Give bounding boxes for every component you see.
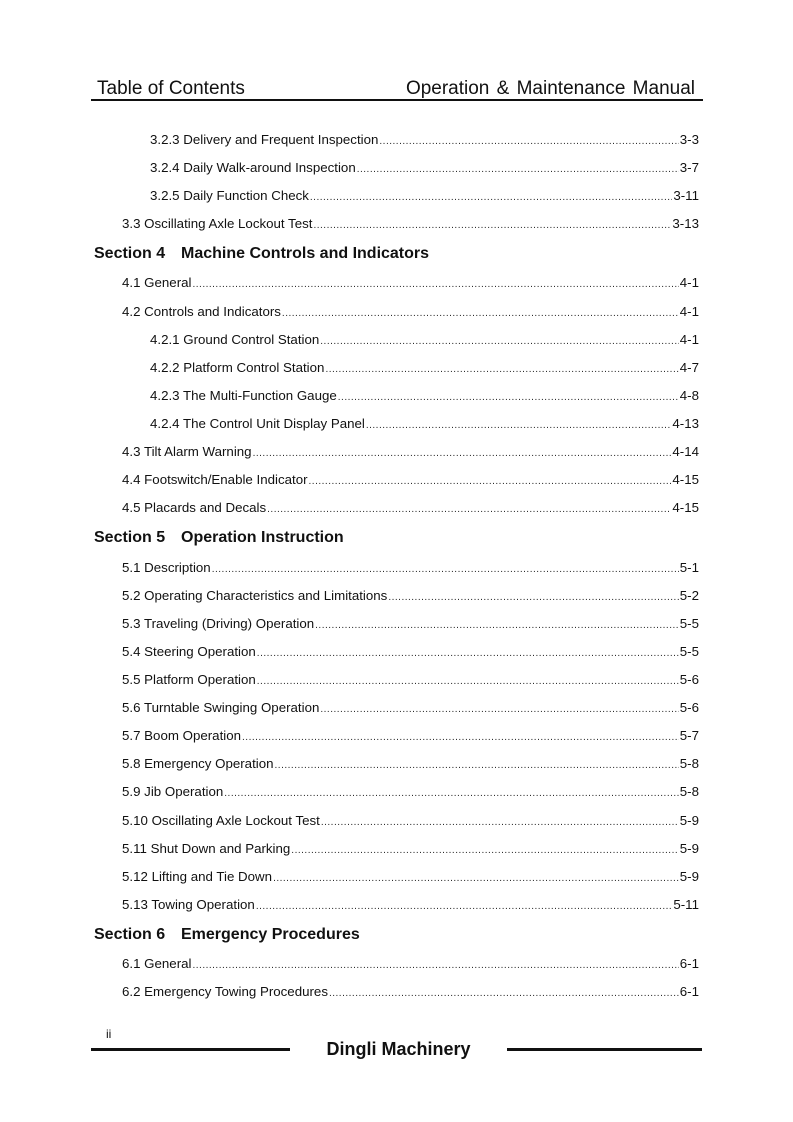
dot-leader (291, 842, 678, 860)
dot-leader (309, 473, 672, 491)
toc-entry-label: 4.2.3 The Multi-Function Gauge (150, 388, 337, 403)
toc-entry-page: 6-1 (679, 984, 699, 999)
toc-entry-label: 4.2.4 The Control Unit Display Panel (150, 416, 365, 431)
toc-entry[interactable] (150, 331, 699, 349)
toc-entry-page: 5-9 (679, 841, 699, 856)
toc-entry[interactable] (122, 783, 699, 801)
dot-leader (310, 189, 672, 207)
toc-entry[interactable] (150, 159, 699, 177)
toc-entry[interactable] (122, 643, 699, 661)
toc-entry-label: 5.1 Description (122, 560, 211, 575)
toc-entry[interactable] (122, 215, 699, 233)
dot-leader (315, 617, 679, 635)
toc-entry-page: 3-3 (679, 132, 699, 147)
dot-leader (313, 217, 671, 235)
toc-entry-label: 4.2 Controls and Indicators (122, 304, 281, 319)
dot-leader (320, 701, 678, 719)
page-header (91, 76, 703, 100)
toc-entry-label: 4.1 General (122, 275, 192, 290)
toc-entry-page: 5-8 (679, 784, 699, 799)
dot-leader (273, 870, 679, 888)
toc-entry[interactable] (122, 587, 699, 605)
toc-entry-page: 4-15 (672, 472, 699, 487)
toc-entry-page: 4-1 (679, 332, 699, 347)
toc-entry-label: 5.7 Boom Operation (122, 728, 242, 743)
toc-entry-label: 5.11 Shut Down and Parking (122, 841, 291, 856)
toc-entry[interactable] (122, 868, 699, 886)
dot-leader (282, 305, 679, 323)
toc-entry-label: 6.1 General (122, 956, 192, 971)
toc-entry-label: 4.2.1 Ground Control Station (150, 332, 320, 347)
dot-leader (357, 161, 679, 179)
toc-entry[interactable] (122, 812, 699, 830)
toc-entry-label: 5.8 Emergency Operation (122, 756, 274, 771)
toc-entry-label: 5.3 Traveling (Driving) Operation (122, 616, 315, 631)
section-number: Section 4 (94, 245, 166, 262)
dot-leader (192, 276, 678, 294)
section-number: Section 5 (94, 529, 166, 546)
dot-leader (253, 445, 672, 463)
section-number: Section 6 (94, 926, 166, 943)
dot-leader (192, 957, 678, 975)
toc-entry-label: 5.2 Operating Characteristics and Limitations (122, 588, 388, 603)
toc-entry-page: 5-7 (679, 728, 699, 743)
section-title: Operation Instruction (181, 529, 344, 546)
company-name: Dingli Machinery (326, 1039, 471, 1059)
toc-entry[interactable] (122, 727, 699, 745)
toc-entry-label: 5.4 Steering Operation (122, 644, 256, 659)
toc-entry-page: 5-9 (679, 813, 699, 828)
dot-leader (267, 501, 671, 519)
header-title: Table of Contents (97, 78, 245, 99)
dot-leader (257, 645, 679, 663)
toc-entry[interactable] (122, 615, 699, 633)
toc-entry-page: 5-11 (673, 897, 699, 912)
toc-entry-label: 4.3 Tilt Alarm Warning (122, 444, 252, 459)
toc-entry[interactable] (122, 983, 699, 1001)
toc-entry-label: 4.2.2 Platform Control Station (150, 360, 325, 375)
toc-entry-page: 3-13 (672, 216, 699, 231)
footer-rule-right (507, 1048, 702, 1051)
toc-entry-page: 4-7 (679, 360, 699, 375)
dot-leader (242, 729, 679, 747)
toc-entry-label: 6.2 Emergency Towing Procedures (122, 984, 328, 999)
toc-entry-page: 6-1 (679, 956, 699, 971)
toc-entry-label: 3.3 Oscillating Axle Lockout Test (122, 216, 313, 231)
section-heading[interactable] (94, 528, 344, 548)
toc-entry-page: 4-13 (672, 416, 699, 431)
dot-leader (224, 785, 679, 803)
toc-entry-page: 5-2 (679, 588, 699, 603)
page-number: ii (106, 1027, 112, 1041)
dot-leader (329, 985, 679, 1003)
toc-entry-page: 4-15 (672, 500, 699, 515)
toc-entry[interactable] (150, 131, 699, 149)
toc-entry-page: 4-1 (679, 275, 699, 290)
dot-leader (388, 589, 678, 607)
toc-entry-label: 5.12 Lifting and Tie Down (122, 869, 273, 884)
toc-entry-page: 5-5 (679, 616, 699, 631)
toc-entry-label: 5.13 Towing Operation (122, 897, 255, 912)
toc-entry[interactable] (122, 303, 699, 321)
dot-leader (212, 561, 679, 579)
toc-entry[interactable] (122, 274, 699, 292)
dot-leader (338, 389, 679, 407)
toc-entry-page: 3-7 (679, 160, 699, 175)
dot-leader (325, 361, 678, 379)
dot-leader (320, 333, 679, 351)
toc-entry-label: 5.6 Turntable Swinging Operation (122, 700, 320, 715)
dot-leader (321, 814, 679, 832)
toc-entry-page: 5-6 (679, 672, 699, 687)
toc-entry[interactable] (150, 415, 699, 433)
toc-entry[interactable] (122, 955, 699, 973)
toc-entry-label: 5.10 Oscillating Axle Lockout Test (122, 813, 320, 828)
section-title: Emergency Procedures (181, 926, 360, 943)
toc-entry-label: 5.9 Jib Operation (122, 784, 224, 799)
toc-entry[interactable] (122, 559, 699, 577)
toc-entry-page: 5-9 (679, 869, 699, 884)
section-title: Machine Controls and Indicators (181, 245, 430, 262)
dot-leader (366, 417, 672, 435)
toc-entry[interactable] (150, 187, 699, 205)
section-heading[interactable] (94, 244, 429, 264)
toc-entry-page: 5-6 (679, 700, 699, 715)
section-heading[interactable] (94, 925, 360, 945)
dot-leader (256, 898, 673, 916)
footer-rule-left (91, 1048, 290, 1051)
toc-entry[interactable] (122, 499, 699, 517)
manual-title: Operation & Maintenance Manual (405, 78, 695, 99)
toc-entry-label: 3.2.4 Daily Walk-around Inspection (150, 160, 356, 175)
toc-entry[interactable] (122, 471, 699, 489)
toc-entry-page: 4-1 (679, 304, 699, 319)
toc-entry[interactable] (150, 387, 699, 405)
toc-entry[interactable] (122, 896, 699, 914)
toc-entry-label: 3.2.3 Delivery and Frequent Inspection (150, 132, 379, 147)
dot-leader (257, 673, 679, 691)
toc-entry[interactable] (122, 755, 699, 773)
toc-entry-page: 5-8 (679, 756, 699, 771)
toc-entry[interactable] (122, 671, 699, 689)
toc-entry[interactable] (122, 840, 699, 858)
toc-entry-page: 5-1 (679, 560, 699, 575)
toc-entry-page: 5-5 (679, 644, 699, 659)
toc-entry-label: 5.5 Platform Operation (122, 672, 256, 687)
dot-leader (379, 133, 678, 151)
toc-entry-page: 4-8 (679, 388, 699, 403)
toc-entry-label: 4.4 Footswitch/Enable Indicator (122, 472, 308, 487)
header-rule (91, 99, 703, 101)
toc-entry-label: 4.5 Placards and Decals (122, 500, 267, 515)
toc-entry-page: 3-11 (673, 188, 699, 203)
toc-entry-label: 3.2.5 Daily Function Check (150, 188, 309, 203)
dot-leader (275, 757, 679, 775)
toc-entry[interactable] (150, 359, 699, 377)
toc-entry[interactable] (122, 443, 699, 461)
toc-entry[interactable] (122, 699, 699, 717)
toc-entry-page: 4-14 (672, 444, 699, 459)
